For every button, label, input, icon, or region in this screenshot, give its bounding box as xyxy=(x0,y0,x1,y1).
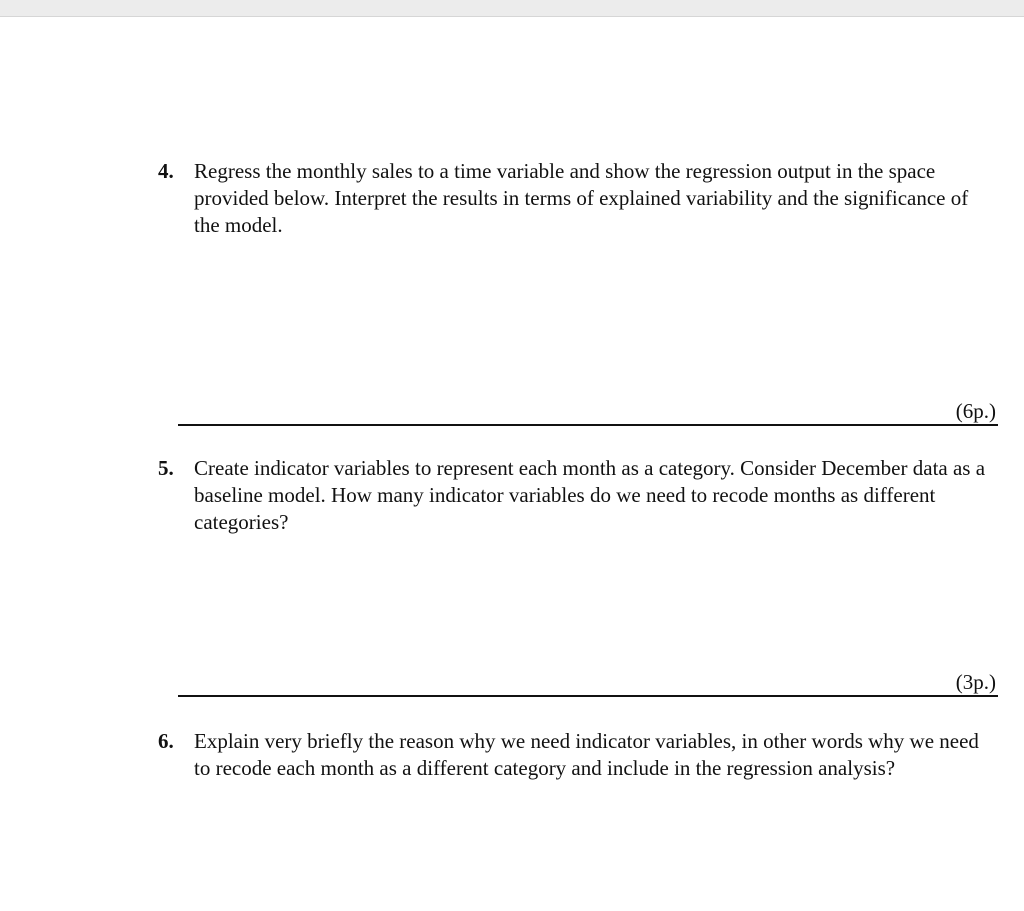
question-5 xyxy=(158,455,998,536)
question-text: Create indicator variables to represent each month as a category. Consider December data as a baseline model. How many indicator variables do we need to recode months as different categories? xyxy=(194,456,986,534)
document-page xyxy=(0,17,1024,911)
window-top-bar xyxy=(0,0,1024,17)
question-6 xyxy=(158,728,998,782)
answer-divider xyxy=(178,424,998,426)
points-label: (3p.) xyxy=(955,670,996,694)
question-4 xyxy=(158,158,998,239)
question-number: 4. xyxy=(158,159,174,183)
answer-divider xyxy=(178,695,998,697)
question-number: 5. xyxy=(158,456,174,480)
points-label: (6p.) xyxy=(955,399,996,423)
question-text: Explain very briefly the reason why we need indicator variables, in other words why we need to recode each month as a different category and include in the regression analysis? xyxy=(194,729,979,780)
question-text: Regress the monthly sales to a time variable and show the regression output in the space provided below. Interpret the results in terms of explained variability and the significance of the model. xyxy=(194,159,969,237)
question-number: 6. xyxy=(158,729,174,753)
